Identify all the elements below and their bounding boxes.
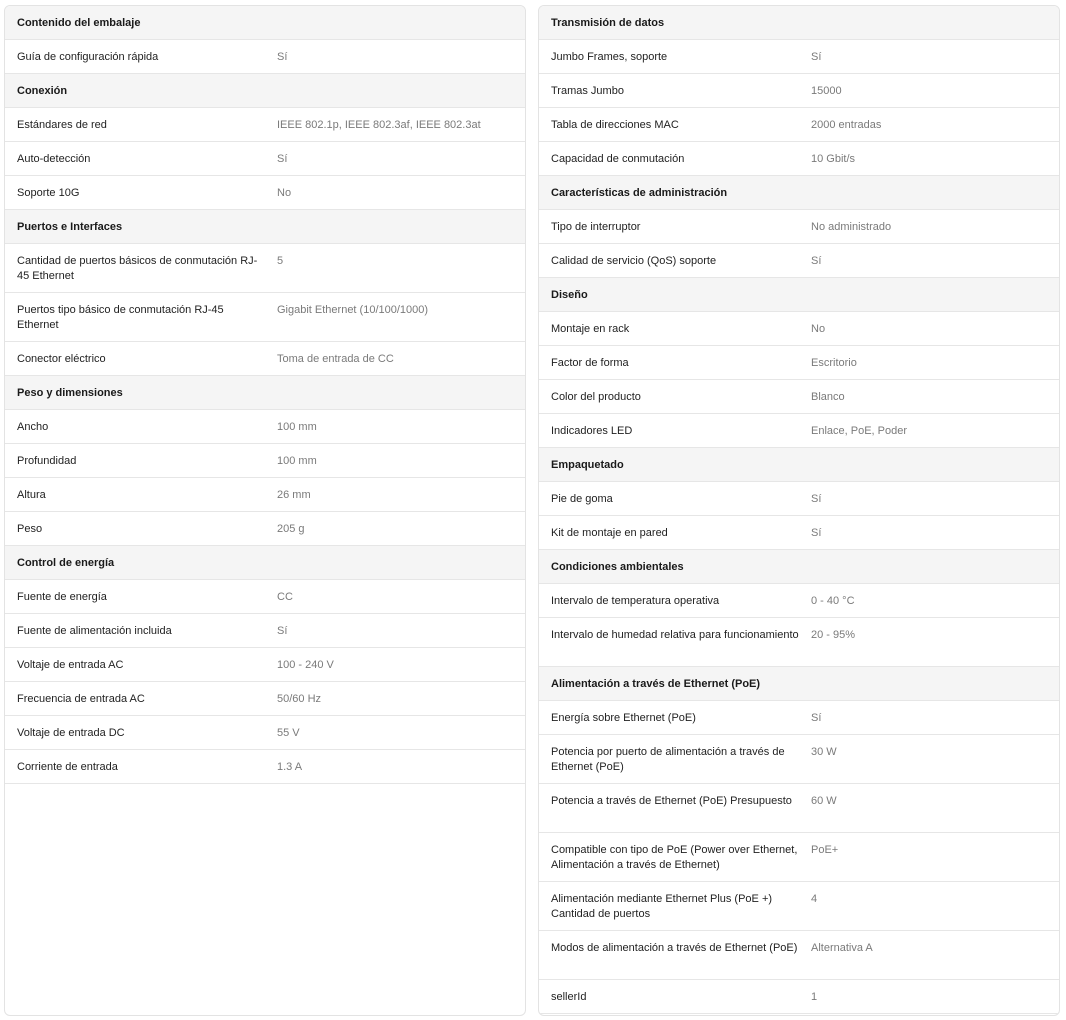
spec-label: Cantidad de puertos básicos de conmutación RJ-45 Ethernet	[17, 255, 258, 282]
spec-value: 20 - 95%	[811, 629, 856, 641]
spec-label: Puertos tipo básico de conmutación RJ-45 Ethernet	[17, 304, 224, 331]
left-spec-panel	[4, 5, 526, 1016]
spec-row-cantidad-de-puertos-basicos-de-conmutacion-rj-45-ethernet	[5, 244, 525, 293]
section-header-conexion	[5, 74, 525, 108]
spec-value: Escritorio	[811, 357, 857, 369]
section-title: Contenido del embalaje	[17, 16, 141, 29]
section-header-condiciones-ambientales	[539, 550, 1059, 584]
section-header-transmision-de-datos	[539, 6, 1059, 40]
spec-label: Soporte 10G	[17, 187, 80, 199]
spec-value: 1	[811, 991, 818, 1003]
spec-label: Potencia a través de Ethernet (PoE) Presupuesto	[551, 795, 792, 807]
spec-row-puertos-tipo-basico-de-conmutacion-rj-45-ethernet	[5, 293, 525, 342]
spec-label: Calidad de servicio (QoS) soporte	[551, 255, 717, 267]
spec-row-voltaje-de-entrada-dc	[5, 716, 525, 750]
section-header-alimentacion-a-traves-de-ethernet-poe	[539, 667, 1059, 701]
spec-row-energia-sobre-ethernet-poe	[539, 701, 1059, 735]
spec-row-capacidad-de-conmutacion	[539, 142, 1059, 176]
section-title: Transmisión de datos	[551, 16, 665, 29]
spec-row-intervalo-de-temperatura-operativa	[539, 584, 1059, 618]
section-header-peso-y-dimensiones	[5, 376, 525, 410]
section-title: Peso y dimensiones	[17, 386, 123, 399]
spec-value: Sí	[811, 493, 822, 505]
spec-row-intervalo-de-humedad-relativa-para-funcionamiento	[539, 618, 1059, 667]
spec-value: Sí	[811, 527, 822, 539]
spec-label: Auto-detección	[17, 153, 91, 165]
spec-value: Sí	[277, 51, 288, 63]
spec-value: 30 W	[811, 746, 837, 758]
spec-label: Ancho	[17, 421, 49, 433]
spec-label: Altura	[17, 489, 46, 501]
spec-value: 1.3 A	[277, 761, 303, 773]
spec-label: Peso	[17, 523, 43, 535]
spec-row-potencia-a-traves-de-ethernet-poe-presupuesto	[539, 784, 1059, 833]
spec-label: Pie de goma	[551, 493, 613, 505]
spec-row-color-del-producto	[539, 380, 1059, 414]
spec-row-calidad-de-servicio-qos-soporte	[539, 244, 1059, 278]
section-title: Condiciones ambientales	[551, 560, 684, 573]
section-header-caracteristicas-de-administracion	[539, 176, 1059, 210]
spec-label: Energía sobre Ethernet (PoE)	[551, 712, 696, 724]
spec-value: 0 - 40 °C	[811, 595, 855, 607]
spec-row-sellerid	[539, 980, 1059, 1014]
spec-value: Sí	[811, 712, 822, 724]
spec-value: 100 mm	[277, 421, 317, 433]
spec-label: Voltaje de entrada DC	[17, 727, 125, 739]
spec-value: No	[811, 323, 826, 335]
section-title: Puertos e Interfaces	[17, 220, 123, 233]
spec-value: 15000	[811, 85, 842, 97]
spec-label: Capacidad de conmutación	[551, 153, 685, 165]
spec-value: No	[277, 187, 292, 199]
section-header-puertos-e-interfaces	[5, 210, 525, 244]
spec-label: Factor de forma	[551, 357, 629, 369]
spec-label: Tramas Jumbo	[551, 85, 624, 97]
spec-value: Sí	[811, 51, 822, 63]
spec-label: Tipo de interruptor	[551, 221, 641, 233]
spec-label: Kit de montaje en pared	[551, 527, 668, 539]
spec-label: Alimentación mediante Ethernet Plus (PoE +) Cantidad de puertos	[551, 893, 773, 920]
spec-value: Sí	[277, 625, 288, 637]
spec-value: 5	[277, 255, 284, 267]
spec-row-modos-de-alimentacion-a-traves-de-ethernet-poe	[539, 931, 1059, 980]
spec-value: 26 mm	[277, 489, 311, 501]
spec-label: Voltaje de entrada AC	[17, 659, 124, 671]
spec-value: IEEE 802.1p, IEEE 802.3af, IEEE 802.3at	[277, 119, 481, 131]
spec-label: Conector eléctrico	[17, 353, 106, 365]
spec-value: Toma de entrada de CC	[277, 353, 394, 365]
section-title: Conexión	[17, 84, 68, 97]
spec-value: Alternativa A	[811, 942, 873, 954]
spec-value: No administrado	[811, 221, 892, 233]
spec-label: Jumbo Frames, soporte	[551, 51, 668, 63]
spec-row-ancho	[5, 410, 525, 444]
spec-row-kit-de-montaje-en-pared	[539, 516, 1059, 550]
spec-row-alimentacion-mediante-ethernet-plus-poe-cantidad-de-puertos	[539, 882, 1059, 931]
spec-label: Profundidad	[17, 455, 77, 467]
section-title: Diseño	[551, 288, 588, 301]
spec-label: Indicadores LED	[551, 425, 633, 437]
spec-row-fuente-de-alimentacion-incluida	[5, 614, 525, 648]
spec-label: Color del producto	[551, 391, 641, 403]
spec-row-conector-electrico	[5, 342, 525, 376]
spec-row-auto-deteccion	[5, 142, 525, 176]
spec-label: Montaje en rack	[551, 323, 630, 335]
spec-label: Modos de alimentación a través de Ethernet (PoE)	[551, 942, 798, 954]
spec-row-frecuencia-de-entrada-ac	[5, 682, 525, 716]
spec-value: 100 mm	[277, 455, 317, 467]
section-title: Características de administración	[551, 186, 728, 199]
spec-row-profundidad	[5, 444, 525, 478]
spec-row-altura	[5, 478, 525, 512]
spec-row-fuente-de-energia	[5, 580, 525, 614]
spec-label: Intervalo de temperatura operativa	[551, 595, 720, 607]
section-title: Control de energía	[17, 556, 115, 569]
spec-value: Gigabit Ethernet (10/100/1000)	[277, 304, 429, 316]
spec-row-soporte-10g	[5, 176, 525, 210]
spec-row-jumbo-frames-soporte	[539, 40, 1059, 74]
spec-label: Estándares de red	[17, 119, 107, 131]
section-header-control-de-energia	[5, 546, 525, 580]
spec-label: Fuente de alimentación incluida	[17, 625, 172, 637]
spec-value: 60 W	[811, 795, 837, 807]
spec-label: Frecuencia de entrada AC	[17, 693, 145, 705]
section-header-contenido-del-embalaje	[5, 6, 525, 40]
spec-value: 10 Gbit/s	[811, 153, 856, 165]
spec-value: 2000 entradas	[811, 119, 882, 131]
spec-value: Blanco	[811, 391, 845, 403]
spec-label: Compatible con tipo de PoE (Power over Ethernet, Alimentación a través de Ethernet)	[551, 844, 798, 871]
spec-row-tipo-de-interruptor	[539, 210, 1059, 244]
spec-row-montaje-en-rack	[539, 312, 1059, 346]
spec-row-peso	[5, 512, 525, 546]
section-title: Alimentación a través de Ethernet (PoE)	[551, 677, 761, 690]
spec-row-tramas-jumbo	[539, 74, 1059, 108]
spec-row-estandares-de-red	[5, 108, 525, 142]
spec-value: 205 g	[277, 523, 305, 535]
spec-value: Sí	[811, 255, 822, 267]
spec-value: 4	[811, 893, 818, 905]
spec-row-guia-de-configuracion-rapida	[5, 40, 525, 74]
spec-label: Fuente de energía	[17, 591, 107, 603]
spec-row-compatible-con-tipo-de-poe-power-over-ethernet-alimentacion-a-traves-de-ethernet	[539, 833, 1059, 882]
spec-row-pie-de-goma	[539, 482, 1059, 516]
spec-row-corriente-de-entrada	[5, 750, 525, 784]
spec-label: sellerId	[551, 991, 587, 1003]
spec-value: 50/60 Hz	[277, 693, 322, 705]
spec-label: Potencia por puerto de alimentación a través de Ethernet (PoE)	[551, 746, 785, 773]
spec-value: PoE+	[811, 844, 839, 856]
spec-row-tabla-de-direcciones-mac	[539, 108, 1059, 142]
right-spec-panel	[538, 5, 1060, 1016]
section-header-empaquetado	[539, 448, 1059, 482]
spec-value: Enlace, PoE, Poder	[811, 425, 908, 437]
spec-label: Corriente de entrada	[17, 761, 118, 773]
spec-row-factor-de-forma	[539, 346, 1059, 380]
spec-label: Intervalo de humedad relativa para funcionamiento	[551, 629, 799, 641]
spec-value: CC	[277, 591, 293, 603]
section-title: Empaquetado	[551, 458, 624, 471]
spec-row-indicadores-led	[539, 414, 1059, 448]
spec-label: Tabla de direcciones MAC	[551, 119, 679, 131]
section-header-diseno	[539, 278, 1059, 312]
spec-row-potencia-por-puerto-de-alimentacion-a-traves-de-ethernet-poe	[539, 735, 1059, 784]
spec-label: Guía de configuración rápida	[17, 51, 159, 63]
spec-value: 55 V	[277, 727, 300, 739]
spec-row-voltaje-de-entrada-ac	[5, 648, 525, 682]
spec-value: Sí	[277, 153, 288, 165]
spec-value: 100 - 240 V	[277, 659, 334, 671]
